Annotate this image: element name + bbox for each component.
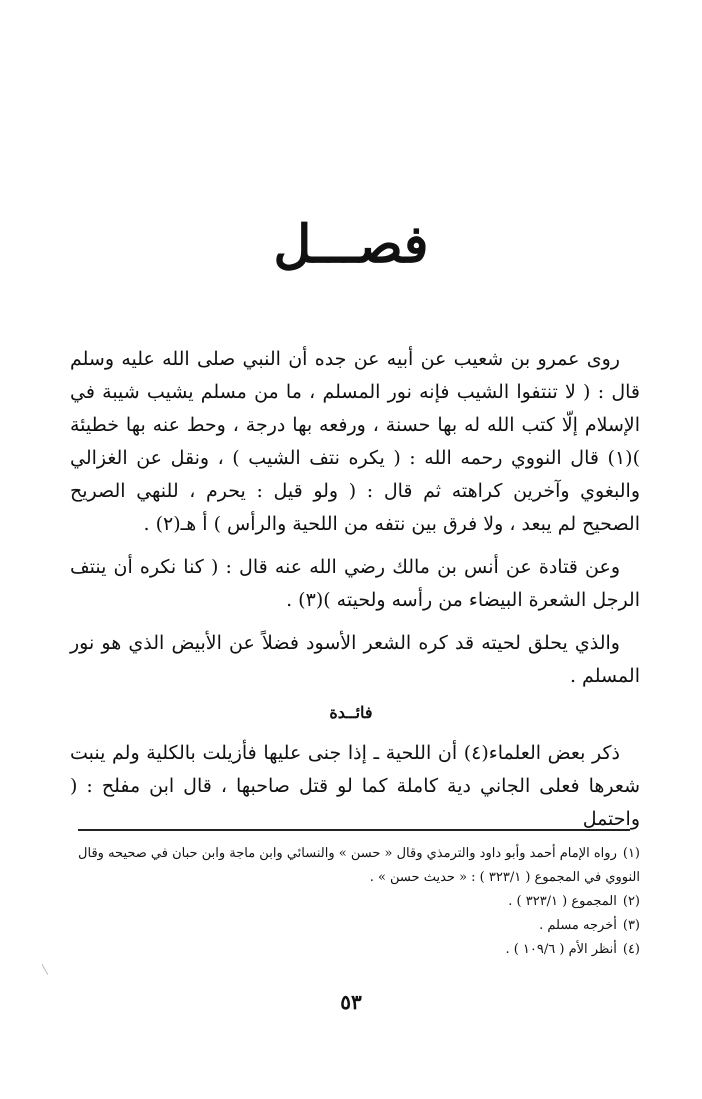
scan-mark [41, 961, 53, 975]
footnote-text: أنظر الأم ( ١٠٩/٦ ) . [505, 942, 617, 957]
benefit-paragraph: ذكر بعض العلماء(٤) أن اللحية ـ إذا جنى عليها فأزيلت بالكلية ولم ينبت شعرها فعلى الجاني دية كاملة كما لو قتل صاحبها ، قال ابن مفلح : ( واحتمل [70, 742, 640, 830]
footnotes [70, 842, 640, 962]
footnote-number: (٣) [622, 918, 640, 933]
footnote [70, 938, 640, 962]
main-text [70, 343, 640, 703]
footnote-text: رواه الإمام أحمد وأبو داود والترمذي وقال « حسن » والنسائي وابن ماجة وابن حبان في صحيحه وقال النووي في المجموع ( ٣٢٣/١ ) : « حديث حسن » . [78, 846, 640, 885]
footnote [70, 890, 640, 914]
page-number: ٥٣ [340, 990, 362, 1014]
footnote [70, 842, 640, 890]
paragraph: وعن قتادة عن أنس بن مالك رضي الله عنه قال : ( كنا نكره أن ينتف الرجل الشعرة البيضاء من رأسه ولحيته )(٣) . [70, 556, 640, 611]
footnote [70, 914, 640, 938]
footnote-divider [78, 829, 630, 831]
paragraph: والذي يحلق لحيته قد كره الشعر الأسود فضلاً عن الأبيض الذي هو نور المسلم . [70, 632, 640, 687]
benefit-text-block [70, 737, 640, 836]
footnote-number: (٢) [622, 894, 640, 909]
chapter-title: فصـــل [273, 214, 429, 275]
benefit-heading: فائــدة [329, 703, 373, 722]
footnote-number: (٤) [622, 942, 640, 957]
footnote-text: أخرجه مسلم . [539, 918, 617, 933]
paragraph: روى عمرو بن شعيب عن أبيه عن جده أن النبي صلى الله عليه وسلم قال : ( لا تنتفوا الشيب فإنه نور المسلم ، ما من مسلم يشيب شيبة في الإسلام إلّا كتب الله له بها حسنة ، ورفعه بها درجة ، وحط عنه بها خطيئة )(١) قال النووي رحمه الله : ( يكره نتف الشيب ) ، ونقل عن الغزالي والبغوي وآخرين كراهته ثم قال : ( ولو قيل : يحرم ، للنهي الصريح الصحيح لم يبعد ، ولا فرق بين نتفه من اللحية والرأس ) أ هـ(٢) . [70, 348, 640, 535]
footnote-text: المجموع ( ٣٢٣/١ ) . [508, 894, 617, 909]
footnote-number: (١) [622, 846, 640, 861]
